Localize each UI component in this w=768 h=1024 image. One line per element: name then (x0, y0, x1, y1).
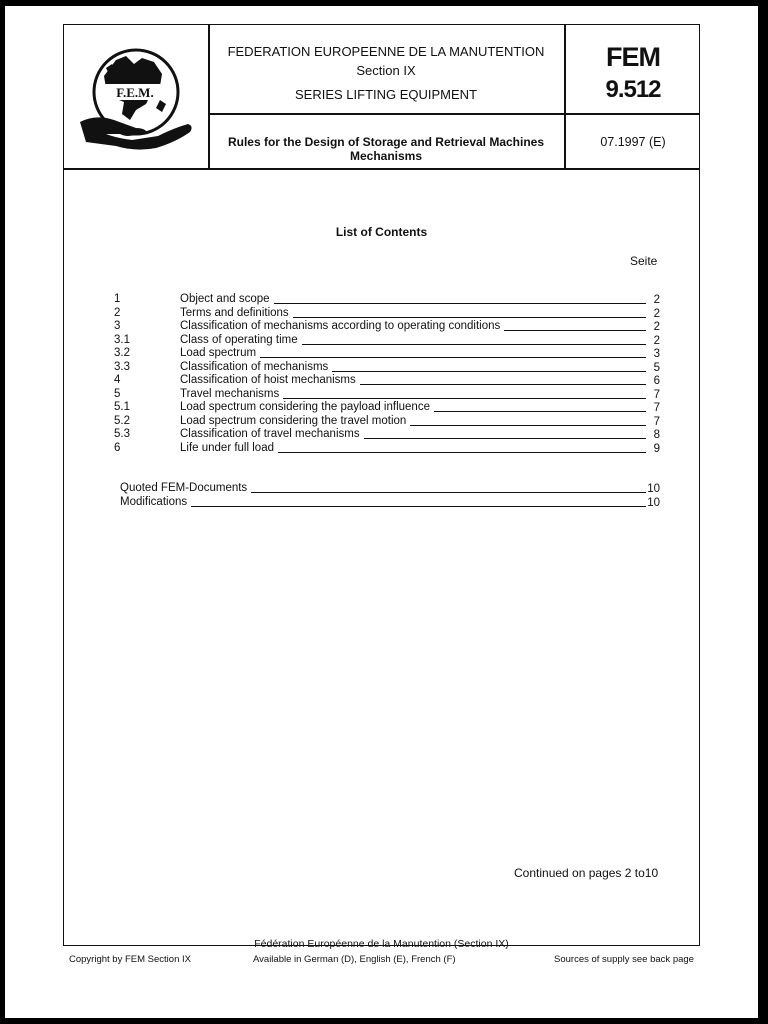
doc-title-line1: Rules for the Design of Storage and Retrieval Machines (227, 135, 545, 149)
toc-page-number: 10 (647, 496, 660, 509)
toc-page-number: 10 (647, 483, 660, 495)
toc-row (114, 307, 660, 320)
supply-sources: Sources of supply see back page (554, 954, 694, 965)
toc-number: 3 (114, 320, 121, 332)
toc-page-number: 7 (653, 402, 660, 414)
toc-number: 3.3 (114, 360, 130, 373)
toc-number: 2 (114, 306, 121, 319)
toc-row (114, 347, 660, 360)
toc-row (114, 374, 660, 387)
toc-title: Travel mechanisms (180, 388, 283, 401)
toc-page-number: 7 (653, 388, 660, 401)
toc-number: 5.3 (114, 428, 130, 440)
toc-number: 1 (114, 293, 121, 305)
section-label: Section IX (356, 63, 416, 78)
toc-title: Life under full load (180, 442, 278, 455)
toc-title: Class of operating time (180, 334, 302, 347)
toc-title: Load spectrum (180, 347, 260, 360)
toc-title: Classification of mechanisms (180, 361, 332, 374)
toc-title: Object and scope (180, 293, 274, 306)
toc-title: Classification of hoist mechanisms (180, 374, 360, 387)
languages: Available in German (D), English (E), French (F) (253, 954, 456, 965)
toc-row (114, 334, 660, 347)
fem-code-prefix: FEM (606, 42, 660, 72)
toc-page-number: 2 (653, 334, 660, 347)
copyright: Copyright by FEM Section IX (69, 954, 191, 965)
fem-logo (76, 38, 196, 154)
toc-number: 5 (114, 387, 121, 400)
fem-code-number: 9.512 (605, 76, 661, 103)
frame-footer: Fédération Européenne de la Manutention (Section IX) (254, 938, 509, 950)
toc-number: 3.2 (114, 347, 130, 359)
toc-title: Load spectrum considering the travel motion (180, 415, 410, 428)
toc-row (114, 361, 660, 374)
edition: 07.1997 (E) (600, 135, 666, 149)
toc-row (114, 442, 660, 455)
logo-text: F.E.M. (116, 85, 154, 100)
continued-note: Continued on pages 2 to10 (514, 866, 659, 880)
toc-number: 3.1 (114, 333, 130, 346)
toc-title: Classification of travel mechanisms (180, 428, 364, 441)
toc-page-number: 8 (653, 429, 660, 441)
toc-number: 5.1 (114, 401, 130, 413)
toc-leader-line (120, 506, 646, 507)
toc-row (114, 293, 660, 306)
toc-title: Classification of mechanisms according to operating conditions (180, 320, 504, 333)
toc-row (114, 415, 660, 428)
contents-heading: List of Contents (335, 225, 428, 239)
toc-title: Modifications (120, 496, 191, 509)
toc-page-number: 2 (653, 307, 660, 320)
toc-row (114, 401, 660, 414)
toc-number: 4 (114, 374, 121, 386)
toc-page-number: 3 (653, 348, 660, 360)
header-bottom-rule (63, 168, 700, 170)
toc-row (114, 388, 660, 401)
toc-row (114, 320, 660, 333)
header-middle-rule (208, 113, 700, 115)
toc-page-number: 2 (653, 294, 660, 306)
toc-page-number: 9 (653, 442, 660, 455)
toc-row (114, 428, 660, 441)
page-column-label: Seite (630, 254, 658, 268)
toc-title: Terms and definitions (180, 307, 293, 320)
doc-title-line2: Mechanisms (349, 149, 423, 163)
toc-page-number: 2 (653, 321, 660, 333)
org-name: FEDERATION EUROPEENNE DE LA MANUTENTION (227, 44, 545, 59)
toc-number: 6 (114, 441, 121, 454)
toc-number: 5.2 (114, 414, 130, 427)
toc-page-number: 7 (653, 415, 660, 428)
toc-row (120, 482, 660, 495)
series-label: SERIES LIFTING EQUIPMENT (294, 87, 478, 102)
toc-page-number: 6 (653, 375, 660, 387)
toc-row (120, 496, 660, 509)
toc-page-number: 5 (653, 361, 660, 374)
doc-title (210, 135, 562, 163)
toc-title: Quoted FEM-Documents (120, 482, 251, 495)
toc-title: Load spectrum considering the payload influence (180, 401, 434, 414)
